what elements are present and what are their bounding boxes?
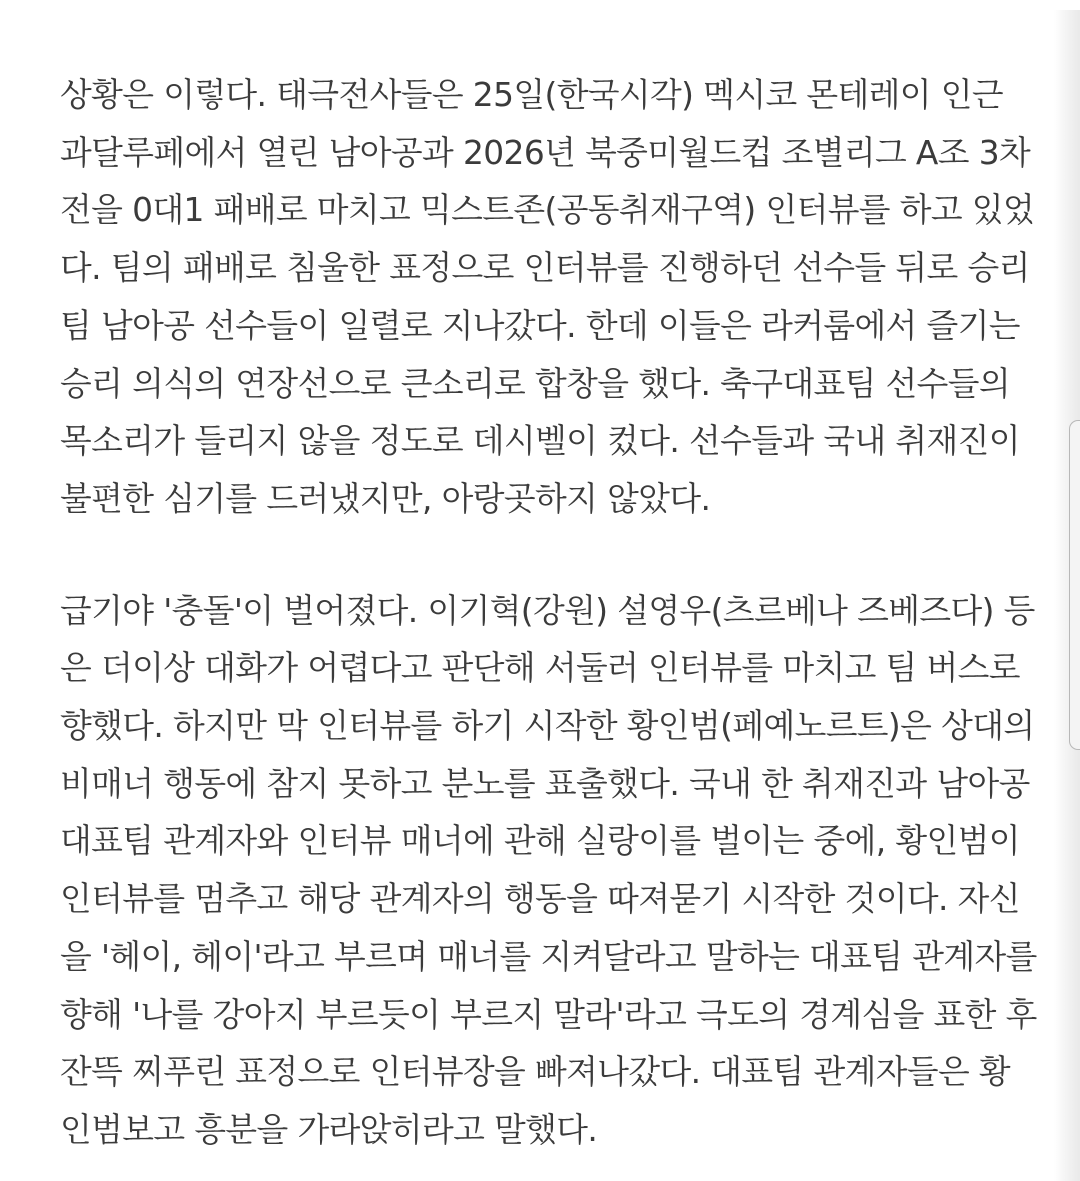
text-line: 불편한 심기를 드러냈지만, 아랑곳하지 않았다. xyxy=(60,478,711,518)
text-line: 대표팀 관계자와 인터뷰 매너에 관해 실랑이를 벌이는 중에, 황인범이 xyxy=(60,821,1020,861)
text-line: 인범보고 흥분을 가라앉히라고 말했다. xyxy=(60,1109,598,1149)
text-line: 향했다. 하지만 막 인터뷰를 하기 시작한 황인범(페예노르트)은 상대의 xyxy=(60,706,1035,746)
text-line: 향해 '나를 강아지 부르듯이 부르지 말라'라고 극도의 경계심을 표한 후 xyxy=(60,994,1037,1034)
paragraph-spacer xyxy=(60,528,1050,582)
article-body xyxy=(60,66,1050,1159)
text-line: 목소리가 들리지 않을 정도로 데시벨이 컸다. 선수들과 국내 취재진이 xyxy=(60,421,1020,461)
text-line: 을 '헤이, 헤이'라고 부르며 매너를 지켜달라고 말하는 대표팀 관계자를 xyxy=(60,936,1037,976)
article-paragraph-2 xyxy=(60,582,1050,1159)
text-line: 승리 의식의 연장선으로 큰소리로 합창을 했다. 축구대표팀 선수들의 xyxy=(60,363,1011,403)
text-line: 다. 팀의 패배로 침울한 표정으로 인터뷰를 진행하던 선수들 뒤로 승리 xyxy=(60,248,1030,288)
text-line: 비매너 행동에 참지 못하고 분노를 표출했다. 국내 한 취재진과 남아공 xyxy=(60,763,1030,803)
text-line: 잔뜩 찌푸린 표정으로 인터뷰장을 빠져나갔다. 대표팀 관계자들은 황 xyxy=(60,1052,1011,1092)
text-line: 급기야 '충돌'이 벌어졌다. 이기혁(강원) 설영우(츠르베나 즈베즈다) 등 xyxy=(60,590,1035,630)
text-line: 상황은 이렇다. 태극전사들은 25일(한국시각) 멕시코 몬테레이 인근 xyxy=(60,75,1003,114)
text-line: 전을 0대1 패배로 마치고 믹스트존(공동취재구역) 인터뷰를 하고 있었 xyxy=(60,190,1035,230)
article-paragraph-1 xyxy=(60,66,1050,528)
side-scroll-handle[interactable] xyxy=(1069,420,1080,750)
text-line: 인터뷰를 멈추고 해당 관계자의 행동을 따져묻기 시작한 것이다. 자신 xyxy=(60,879,1020,919)
text-line: 팀 남아공 선수들이 일렬로 지나갔다. 한데 이들은 라커룸에서 즐기는 xyxy=(60,305,1020,345)
text-line: 은 더이상 대화가 어렵다고 판단해 서둘러 인터뷰를 마치고 팀 버스로 xyxy=(60,648,1020,688)
text-line: 과달루페에서 열린 남아공과 2026년 북중미월드컵 조별리그 A조 3차 xyxy=(60,132,1031,172)
